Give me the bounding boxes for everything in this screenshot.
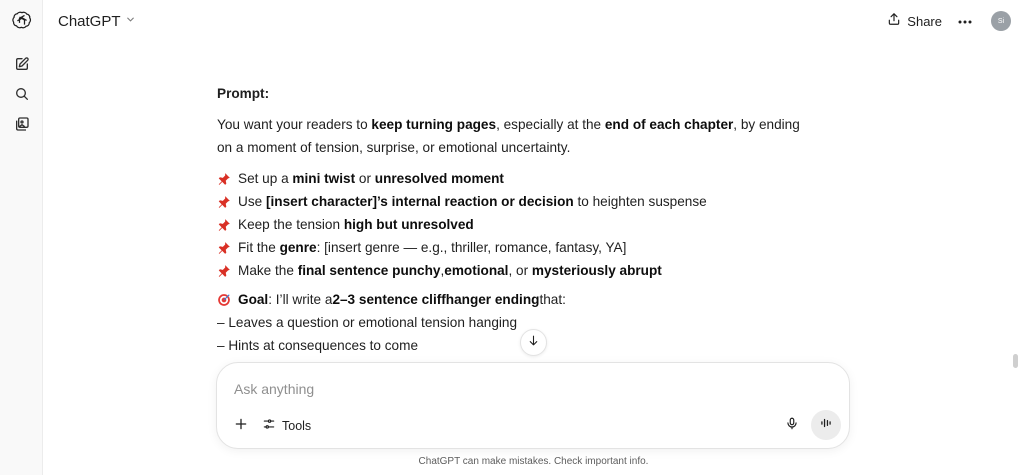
- arrow-down-icon: [527, 334, 540, 352]
- tools-label: Tools: [282, 419, 312, 433]
- text: Set up a: [238, 171, 289, 186]
- disclaimer: ChatGPT can make mistakes. Check important info.: [418, 456, 649, 467]
- tools-button[interactable]: [262, 417, 311, 435]
- composer: [216, 362, 850, 449]
- pushpin-icon: [217, 241, 238, 255]
- bold-text: 2–3 sentence cliffhanger ending: [332, 292, 540, 307]
- assistant-message: [217, 82, 817, 372]
- goal-item: – Leaves a question or emotional tension hanging: [217, 315, 518, 330]
- model-selector[interactable]: [58, 12, 136, 30]
- scroll-to-bottom-button[interactable]: [520, 329, 547, 356]
- pushpin-icon: [217, 172, 238, 186]
- list-item: [217, 259, 817, 282]
- text: You want your readers to: [217, 117, 372, 132]
- add-attachment-button[interactable]: [232, 417, 250, 435]
- plus-icon: [234, 417, 248, 436]
- pushpin-icon: [217, 264, 238, 278]
- share-button[interactable]: [887, 12, 942, 31]
- avatar[interactable]: Si: [991, 11, 1011, 31]
- bold-text: genre: [279, 240, 317, 255]
- text: , especially at the: [496, 117, 605, 132]
- library-icon[interactable]: [11, 113, 33, 135]
- text: , by ending on a moment of tension, surprise, or emotional uncertainty.: [217, 117, 800, 155]
- bold-text: high but unresolved: [343, 217, 474, 232]
- new-chat-icon[interactable]: [11, 53, 33, 75]
- more-options-icon[interactable]: [956, 13, 974, 31]
- microphone-icon: [785, 416, 799, 436]
- bold-text: end of each chapter: [604, 117, 734, 132]
- text: Use: [238, 194, 263, 209]
- bold-text: mini twist: [292, 171, 356, 186]
- text: , or: [508, 263, 529, 278]
- text: Keep the tension: [238, 217, 341, 232]
- bold-text: [insert character]’s internal reaction or decision: [265, 194, 574, 209]
- prompt-input[interactable]: [234, 379, 794, 399]
- search-icon[interactable]: [11, 83, 33, 105]
- bullet-list: [217, 167, 817, 282]
- list-item: [217, 236, 817, 259]
- prompt-heading: Prompt:: [217, 86, 270, 101]
- text: that:: [539, 292, 566, 307]
- target-icon: [217, 293, 238, 307]
- bold-text: mysteriously abrupt: [531, 263, 662, 278]
- bold-text: unresolved moment: [374, 171, 504, 186]
- list-item: [217, 167, 817, 190]
- bold-text: emotional: [444, 263, 509, 278]
- pushpin-icon: [217, 195, 238, 209]
- chevron-down-icon: [125, 12, 136, 30]
- bold-text: Goal: [238, 292, 269, 307]
- sidebar-rail: [0, 0, 43, 475]
- sliders-icon: [262, 417, 276, 436]
- list-item: [217, 213, 817, 236]
- openai-logo-icon[interactable]: [11, 9, 33, 31]
- list-item: [217, 190, 817, 213]
- bold-text: final sentence punchy: [297, 263, 441, 278]
- share-label: Share: [907, 14, 942, 29]
- waveform-icon: [819, 416, 833, 435]
- model-name: ChatGPT: [58, 12, 121, 30]
- goal-item: – Hints at consequences to come: [217, 338, 418, 353]
- voice-mode-button[interactable]: [811, 410, 841, 440]
- text: to heighten suspense: [577, 194, 707, 209]
- text: Fit the: [238, 240, 276, 255]
- scrollbar-thumb[interactable]: [1013, 354, 1018, 368]
- text: Make the: [238, 263, 294, 278]
- text: ,: [440, 263, 445, 278]
- goal-block: [217, 288, 817, 357]
- text: or: [358, 171, 371, 186]
- pushpin-icon: [217, 218, 238, 232]
- intro-paragraph: [217, 113, 817, 159]
- bold-text: keep turning pages: [371, 117, 497, 132]
- share-icon: [887, 12, 901, 31]
- top-bar: [43, 0, 1024, 44]
- goal-line: [217, 288, 817, 311]
- text: : [insert genre — e.g., thriller, romance, fantasy, YA]: [316, 240, 627, 255]
- dictate-button[interactable]: [783, 417, 801, 435]
- text: : I’ll write a: [268, 292, 333, 307]
